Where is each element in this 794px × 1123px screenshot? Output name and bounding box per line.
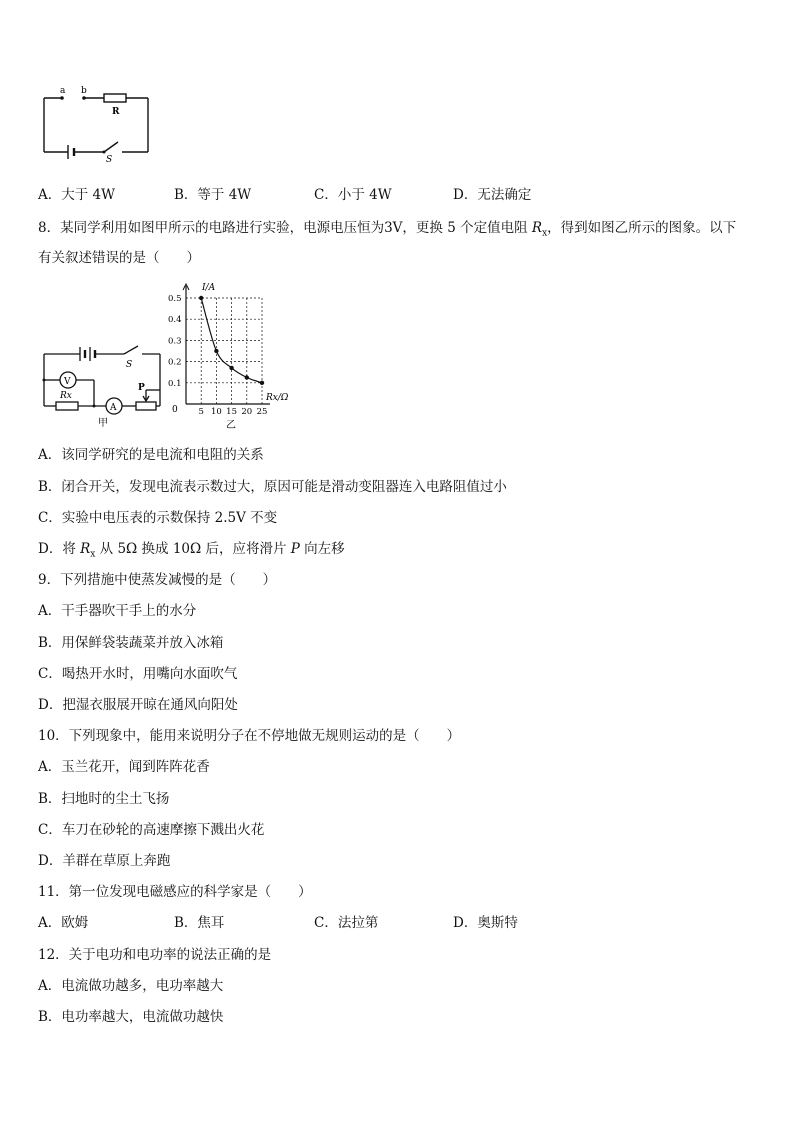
q10-option-d: D．羊群在草原上奔跑 <box>38 853 171 869</box>
q10-stem: 10．下列现象中，能用来说明分子在不停地做无规则运动的是（ ） <box>38 728 461 744</box>
q8-option-a: A．该同学研究的是电流和电阻的关系 <box>38 447 264 463</box>
x-tick-label: 25 <box>256 407 268 417</box>
chart-ticks <box>168 294 267 417</box>
q12-option-b: B．电功率越大，电流做功越快 <box>38 1009 224 1025</box>
q7-option-a: A．大于 4W <box>38 187 116 203</box>
x-tick-label: 15 <box>226 407 238 417</box>
chart-origin-label: 0 <box>172 405 178 415</box>
q8-option-d: D．将 $R_x$ 从 5Ω 换成 10Ω 后，应将滑片 P 向左移 <box>38 541 345 560</box>
x-tick-label: 20 <box>241 407 253 417</box>
voltmeter-label: V <box>64 377 71 387</box>
current-resistance-chart <box>166 280 306 432</box>
figure-jia-caption: 甲 <box>98 418 108 428</box>
chart-grid <box>186 298 262 404</box>
x-tick-label: 10 <box>210 407 222 417</box>
q7-option-b: B．等于 4W <box>174 187 252 203</box>
q11-option-c: C．法拉第 <box>314 915 379 931</box>
chart-point <box>245 375 249 379</box>
y-tick-label: 0.5 <box>168 294 182 304</box>
y-tick-label: 0.2 <box>168 357 182 368</box>
y-tick-label: 0.1 <box>168 378 182 389</box>
switch-label: S <box>106 155 113 162</box>
circuit-diagram-1 <box>38 84 156 162</box>
chart-x-axis-label: Rx/Ω <box>266 393 289 403</box>
terminal-a-label: a <box>60 86 66 96</box>
y-tick-label: 0.4 <box>168 315 182 326</box>
circuit-diagram-jia <box>38 340 168 428</box>
chart-point <box>229 366 233 370</box>
q11-option-b: B．焦耳 <box>174 915 225 931</box>
q9-option-c: C．喝热开水时，用嘴向水面吹气 <box>38 666 238 682</box>
rx-label: Rx <box>60 391 72 401</box>
y-tick-label: 0.3 <box>168 336 182 347</box>
q10-option-c: C．车刀在砂轮的高速摩擦下溅出火花 <box>38 822 265 838</box>
q8-stem-line1: 8．某同学利用如图甲所示的电路进行实验，电源电压恒为3V，更换 5 个定值电阻 $R_x$，得到如图乙所示的图象。以下 <box>38 220 737 239</box>
q11-stem: 11．第一位发现电磁感应的科学家是（ ） <box>38 884 312 900</box>
q9-option-b: B．用保鲜袋装蔬菜并放入冰箱 <box>38 635 224 651</box>
q10-option-b: B．扫地时的尘土飞扬 <box>38 791 170 807</box>
q7-option-c: C．小于 4W <box>314 187 392 203</box>
q7-option-d: D．无法确定 <box>453 187 532 203</box>
terminal-b-label: b <box>81 86 87 96</box>
q8-stem-line2: 有关叙述错误的是（ ） <box>38 250 200 266</box>
chart-point <box>199 296 203 300</box>
ammeter-label: A <box>110 403 117 413</box>
q8-option-b: B．闭合开关，发现电流表示数过大，原因可能是滑动变阻器连入电路阻值过小 <box>38 479 507 495</box>
x-tick-label: 5 <box>198 407 204 417</box>
q11-option-a: A．欧姆 <box>38 915 89 931</box>
q9-option-d: D．把湿衣服展开晾在通风向阳处 <box>38 697 238 713</box>
chart-point <box>260 381 264 385</box>
switch-s-label: S <box>126 360 133 370</box>
q12-stem: 12．关于电功和电功率的说法正确的是 <box>38 947 272 963</box>
resistor-label: R <box>112 107 120 117</box>
chart-y-axis-label: I/A <box>202 283 216 293</box>
slider-p-label: P <box>138 383 145 393</box>
q10-option-a: A．玉兰花开，闻到阵阵花香 <box>38 759 210 775</box>
q11-option-d: D．奥斯特 <box>453 915 518 931</box>
q9-stem: 9．下列措施中使蒸发减慢的是（ ） <box>38 572 277 588</box>
figure-yi-caption: 乙 <box>226 420 236 431</box>
q9-option-a: A．干手器吹干手上的水分 <box>38 603 197 619</box>
chart-axes <box>183 284 270 404</box>
q12-option-a: A．电流做功越多，电功率越大 <box>38 978 224 994</box>
q8-option-c: C．实验中电压表的示数保持 2.5V 不变 <box>38 510 278 526</box>
chart-point <box>214 349 218 353</box>
